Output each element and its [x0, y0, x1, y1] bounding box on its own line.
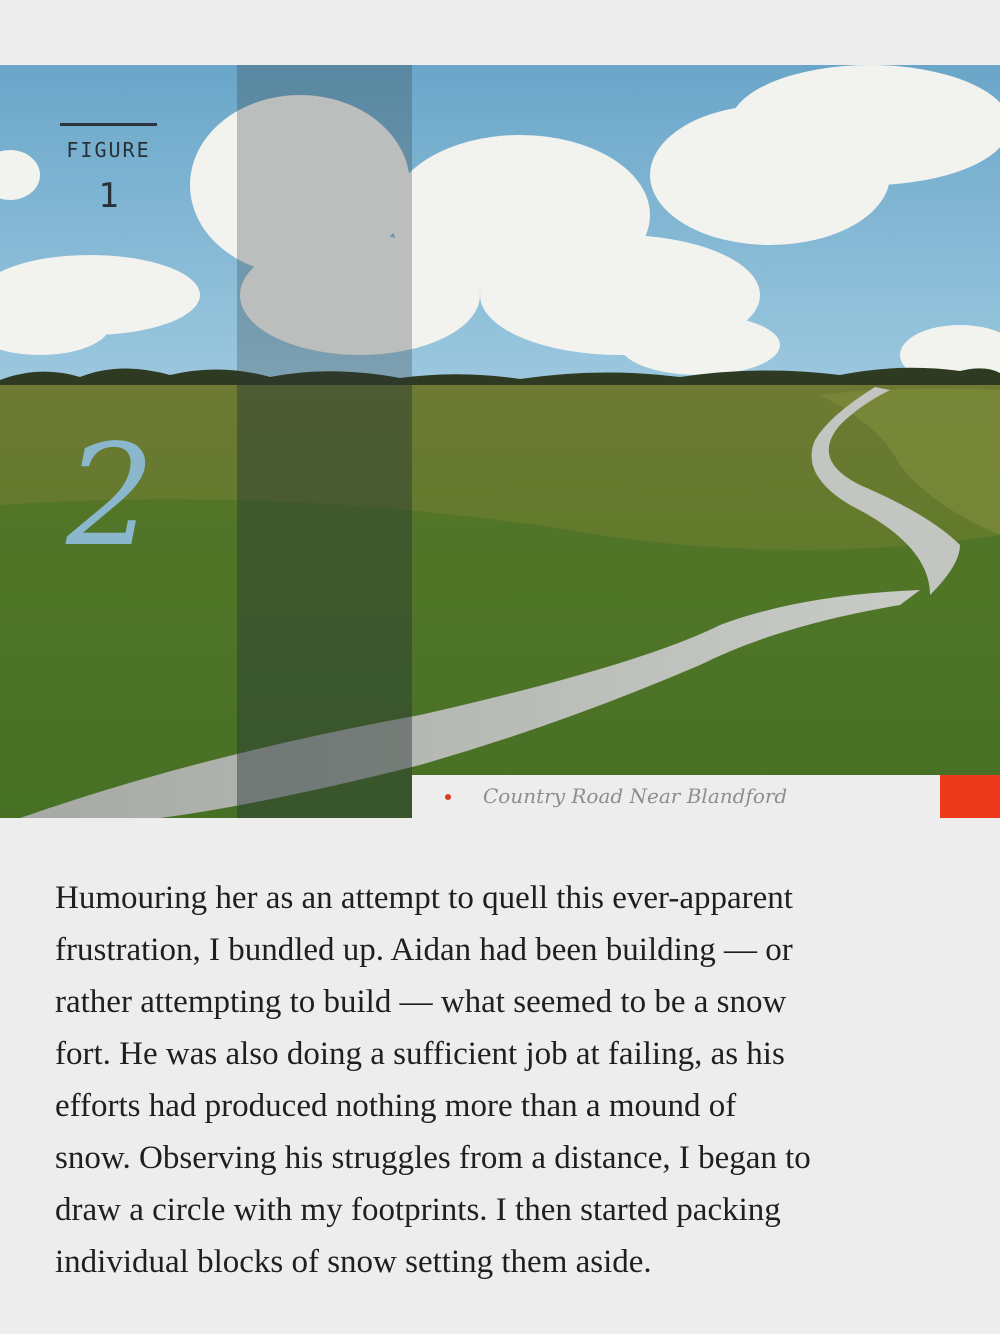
figure-label-word: FIGURE: [66, 138, 151, 162]
article-line: draw a circle with my footprints. I then started packing: [55, 1192, 781, 1228]
article-line: fort. He was also doing a sufficient job at failing, as his: [55, 1036, 785, 1072]
article-line: rather attempting to build — what seemed to be a snow: [55, 984, 787, 1020]
article-line: Humouring her as an attempt to quell this ever-apparent: [55, 880, 793, 916]
figure-label: [60, 123, 157, 216]
section-number: 2: [66, 415, 156, 578]
article-line: snow. Observing his struggles from a distance, I began to: [55, 1140, 811, 1176]
article-line: efforts had produced nothing more than a mound of: [55, 1088, 737, 1124]
article-body: [55, 872, 955, 1288]
figure: [0, 65, 1000, 818]
accent-block: [940, 775, 1000, 818]
bullet-icon: [445, 794, 451, 800]
article-line: frustration, I bundled up. Aidan had been building — or: [55, 932, 793, 968]
figure-label-number: 1: [98, 176, 119, 216]
caption-text: Country Road Near Blandford: [483, 784, 788, 808]
article-line: individual blocks of snow setting them aside.: [55, 1244, 652, 1280]
figure-caption: [412, 775, 940, 818]
